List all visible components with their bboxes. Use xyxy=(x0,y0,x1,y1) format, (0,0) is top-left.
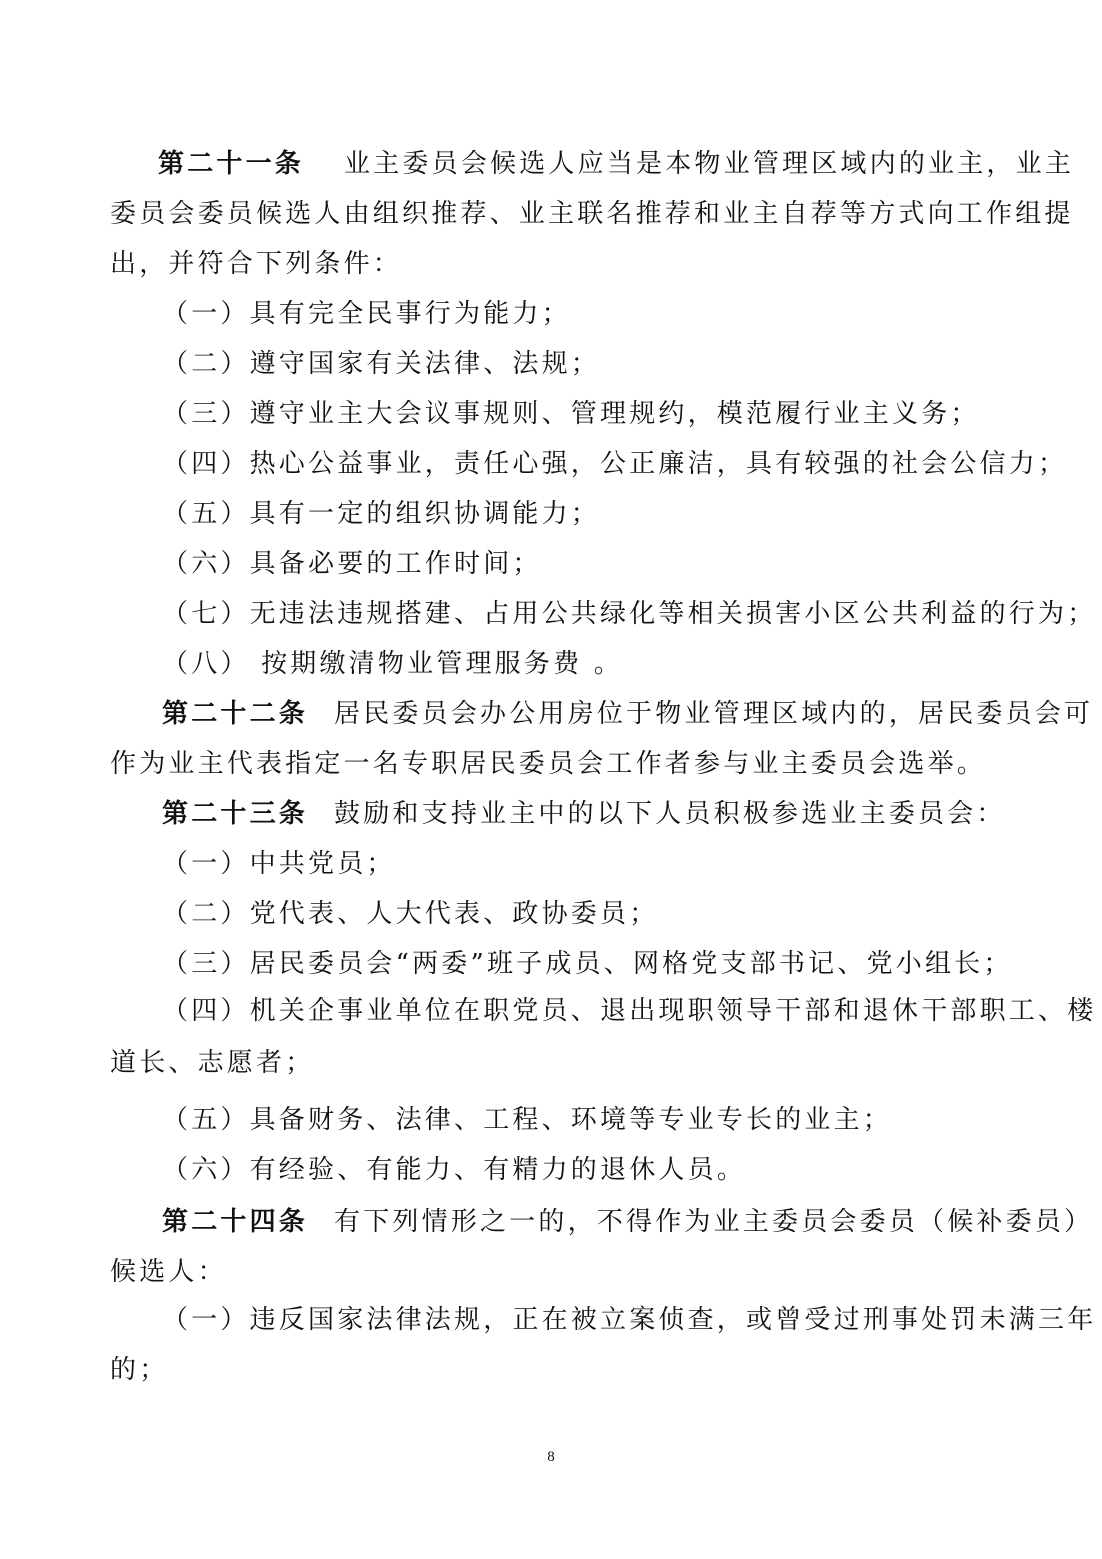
article-23-item-4: （四）机关企事业单位在职党员、退出现职领导干部和退休干部职工、楼 xyxy=(162,996,1097,1026)
article-23-item-1: （一）中共党员； xyxy=(162,849,396,879)
article-21-item-6: （六）具备必要的工作时间； xyxy=(162,549,542,579)
article-24-body-line-1: 有下列情形之一的，不得作为业主委员会委员（候补委员） xyxy=(334,1207,1094,1237)
article-24-item-1-continuation: 的； xyxy=(110,1355,169,1385)
article-22-heading: 第二十二条 xyxy=(162,699,309,729)
article-21-body-line-2: 委员会委员候选人由组织推荐、业主联名推荐和业主自荐等方式向工作组提 xyxy=(110,199,1074,229)
article-21-item-7: （七）无违法违规搭建、占用公共绿化等相关损害小区公共利益的行为； xyxy=(162,599,1097,629)
article-23-item-5: （五）具备财务、法律、工程、环境等专业专长的业主； xyxy=(162,1105,893,1135)
article-21-item-3: （三）遵守业主大会议事规则、管理规约，模范履行业主义务； xyxy=(162,399,980,429)
article-21-heading: 第二十一条 xyxy=(158,149,305,179)
article-23-body-line-1: 鼓励和支持业主中的以下人员积极参选业主委员会： xyxy=(334,799,1006,829)
article-24-heading: 第二十四条 xyxy=(162,1207,309,1237)
article-24-body-line-2: 候选人： xyxy=(110,1257,227,1287)
article-23-item-2: （二）党代表、人大代表、政协委员； xyxy=(162,899,659,929)
article-21-item-5: （五）具有一定的组织协调能力； xyxy=(162,499,601,529)
article-21-line-1 xyxy=(158,147,1074,181)
article-21-body-line-3: 出，并符合下列条件： xyxy=(110,249,403,279)
article-23-item-6: （六）有经验、有能力、有精力的退休人员。 xyxy=(162,1155,747,1185)
page-number: 8 xyxy=(547,1449,555,1465)
article-23-heading: 第二十三条 xyxy=(162,799,309,829)
article-21-item-8: （八） 按期缴清物业管理服务费 。 xyxy=(162,649,623,679)
article-24-item-1: （一）违反国家法律法规，正在被立案侦查，或曾受过刑事处罚未满三年 xyxy=(162,1305,1097,1335)
article-21-body-line-1: 业主委员会候选人应当是本物业管理区域内的业主，业主 xyxy=(344,149,1075,179)
article-23-item-3: （三）居民委员会“两委”班子成员、网格党支部书记、党小组长； xyxy=(162,949,1013,979)
article-21-item-1: （一）具有完全民事行为能力； xyxy=(162,299,571,329)
article-21-item-4: （四）热心公益事业，责任心强，公正廉洁，具有较强的社会公信力； xyxy=(162,449,1068,479)
article-23-line-1 xyxy=(162,797,1006,831)
article-24-line-1 xyxy=(162,1205,1093,1239)
article-22-body-line-2: 作为业主代表指定一名专职居民委员会工作者参与业主委员会选举。 xyxy=(110,749,987,779)
article-22-body-line-1: 居民委员会办公用房位于物业管理区域内的，居民委员会可 xyxy=(334,699,1094,729)
article-22-line-1 xyxy=(162,697,1093,731)
article-21-item-2: （二）遵守国家有关法律、法规； xyxy=(162,349,601,379)
article-23-item-4-continuation: 道长、志愿者； xyxy=(110,1048,315,1078)
